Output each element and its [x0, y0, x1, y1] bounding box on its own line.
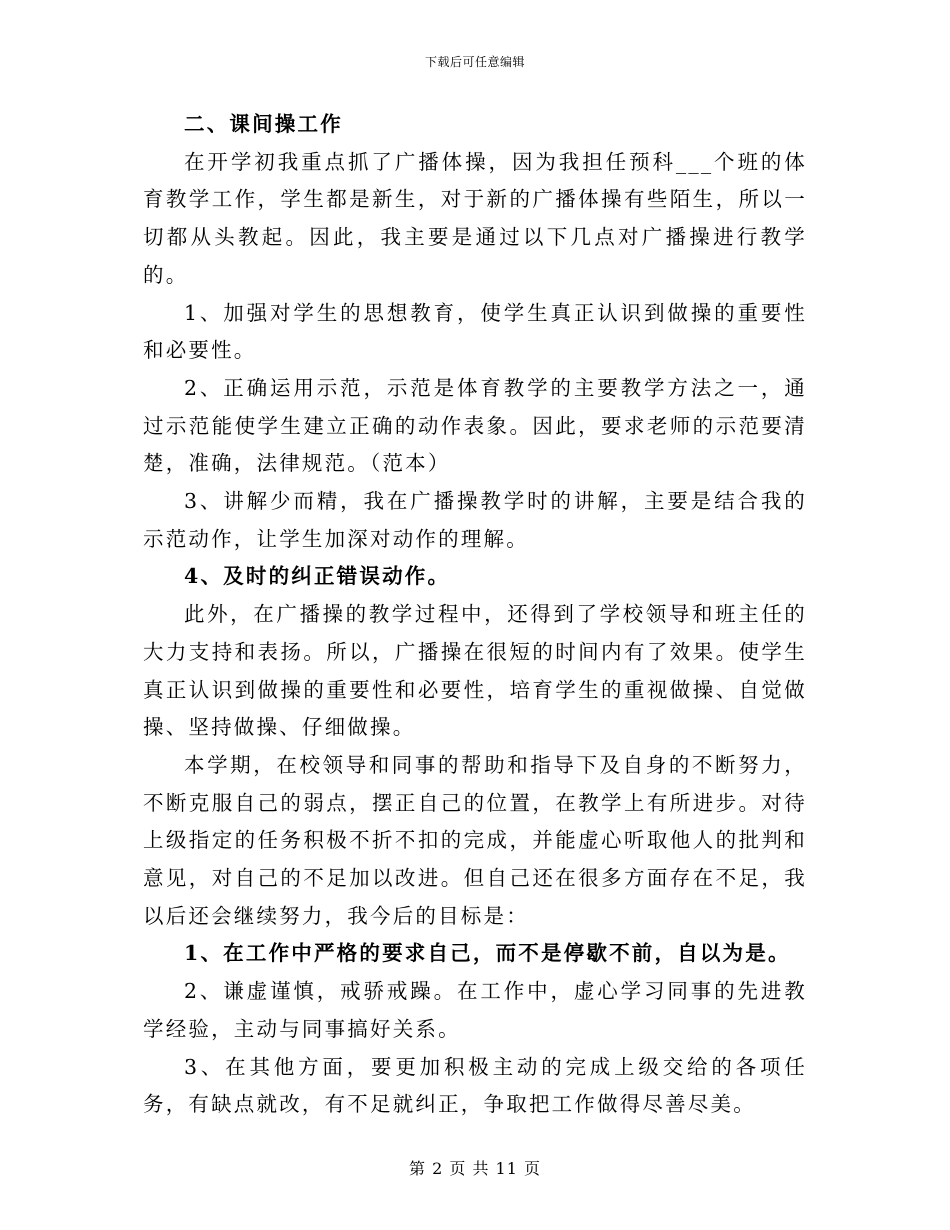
document-body — [143, 106, 807, 1124]
body-paragraph: 本学期，在校领导和同事的帮助和指导下及自身的不断努力，不断克服自己的弱点，摆正自己的位置，在教学上有所进步。对待上级指定的任务积极不折不扣的完成，并能虚心听取他人的批判和意见，对自己的不足加以改进。但自己还在很多方面存在不足，我以后还会继续努力，我今后的目标是： — [143, 752, 807, 928]
body-paragraph: 此外，在广播操的教学过程中，还得到了学校领导和班主任的大力支持和表扬。所以，广播操在很短的时间内有了效果。使学生真正认识到做操的重要性和必要性，培育学生的重视做操、自觉做操、坚持做操、仔细做操。 — [143, 602, 807, 740]
page-number: 第 2 页 共 11 页 — [409, 1159, 541, 1178]
body-paragraph: 在开学初我重点抓了广播体操，因为我担任预科___个班的体育教学工作，学生都是新生，对于新的广播体操有些陌生，所以一切都从头教起。因此，我主要是通过以下几点对广播操进行教学的。 — [143, 149, 807, 287]
goal-item: 2、谦虚谨慎，戒骄戒躁。在工作中，虚心学习同事的先进教学经验，主动与同事搞好关系。 — [143, 979, 807, 1041]
section-heading: 二、课间操工作 — [184, 112, 343, 136]
goal-item: 1、在工作中严格的要求自己，而不是停歇不前，自以为是。 — [184, 941, 791, 966]
list-item: 3、讲解少而精，我在广播操教学时的讲解，主要是结合我的示范动作，让学生加深对动作的理解。 — [143, 489, 807, 551]
header-note: 下载后可任意编辑 — [424, 55, 525, 69]
list-item: 4、及时的纠正错误动作。 — [184, 564, 451, 589]
list-item: 1、加强对学生的思想教育，使学生真正认识到做操的重要性和必要性。 — [143, 300, 807, 363]
list-item: 2、正确运用示范，示范是体育教学的主要教学方法之一，通过示范能使学生建立正确的动作表象。因此，要求老师的示范要清楚，准确，法律规范。（范本） — [143, 375, 807, 476]
goal-item: 3、在其他方面，要更加积极主动的完成上级交给的各项任务，有缺点就改，有不足就纠正，争取把工作做得尽善尽美。 — [143, 1054, 807, 1117]
